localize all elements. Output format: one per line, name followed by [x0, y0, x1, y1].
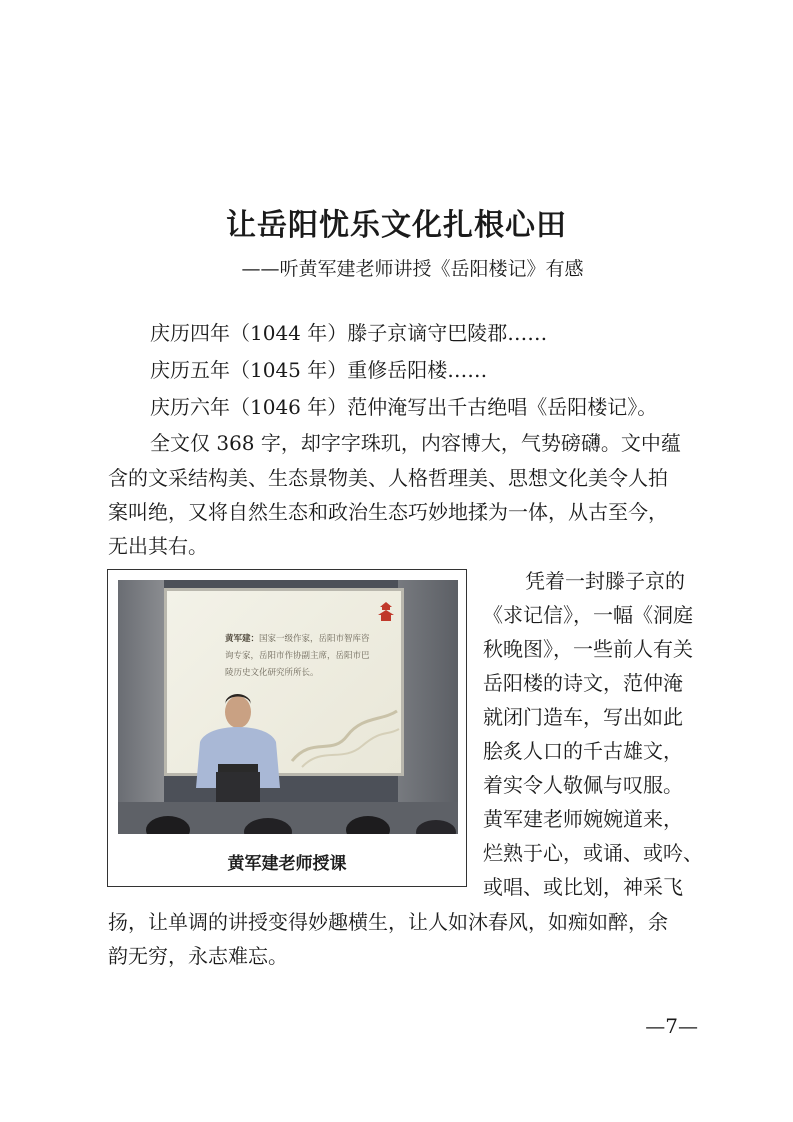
figure [107, 569, 467, 887]
screen-label: 黄军建： [225, 634, 260, 644]
classroom-wall [118, 580, 164, 834]
classroom-wall [398, 580, 458, 834]
paragraph-line: 扬，让单调的讲授变得妙趣横生，让人如沐春风，如痴如醉，余 [108, 910, 668, 934]
lecture-photo [118, 580, 458, 834]
paragraph-line: 韵无穷，永志难忘。 [108, 944, 288, 968]
paragraph-line: 烂熟于心，或诵、或吟、 [483, 841, 703, 865]
paragraph-line: 无出其右。 [108, 534, 208, 558]
paragraph-line: 岳阳楼的诗文，范仲淹 [483, 671, 683, 695]
paragraph-line: 或唱、或比划，神采飞 [483, 875, 683, 899]
date-line: 庆历四年（1044 年）滕子京谪守巴陵郡…… [150, 321, 548, 345]
tower-emblem-icon [375, 601, 397, 623]
paragraph-line: 黄军建老师婉婉道来， [483, 807, 683, 831]
figure-caption: 黄军建老师授课 [227, 854, 347, 874]
lecturer-figure [186, 692, 286, 810]
paragraph-line: 就闭门造车，写出如此 [483, 705, 683, 729]
page-number: —7— [645, 1014, 698, 1038]
article-subtitle: ——听黄军建老师讲授《岳阳楼记》有感 [241, 258, 584, 280]
date-line: 庆历五年（1045 年）重修岳阳楼…… [150, 358, 488, 382]
wave-decoration [287, 701, 402, 771]
paragraph-line: 脍炙人口的千古雄文， [483, 739, 683, 763]
paragraph-line: 着实令人敬佩与叹服。 [483, 773, 683, 797]
screen-body: 国家一级作家，岳阳市智库咨询专家，岳阳市作协副主席，岳阳市巴陵历史文化研究所所长。 [225, 634, 370, 678]
paragraph-line: 凭着一封滕子京的 [525, 569, 685, 593]
date-line: 庆历六年（1046 年）范仲淹写出千古绝唱《岳阳楼记》。 [150, 395, 658, 419]
paragraph-line: 秋晚图》，一些前人有关 [483, 637, 693, 661]
paragraph-line: 含的文采结构美、生态景物美、人格哲理美、思想文化美令人拍 [108, 466, 668, 490]
paragraph-line: 全文仅 368 字，却字字珠玑，内容博大，气势磅礴。文中蕴 [150, 431, 681, 455]
paragraph-line: 案叫绝，又将自然生态和政治生态巧妙地揉为一体，从古至今， [108, 500, 668, 524]
article-title: 让岳阳忧乐文化扎根心田 [226, 208, 567, 243]
audience-heads [118, 808, 458, 834]
paragraph-line: 《求记信》，一幅《洞庭 [483, 603, 693, 627]
screen-text [225, 631, 375, 682]
